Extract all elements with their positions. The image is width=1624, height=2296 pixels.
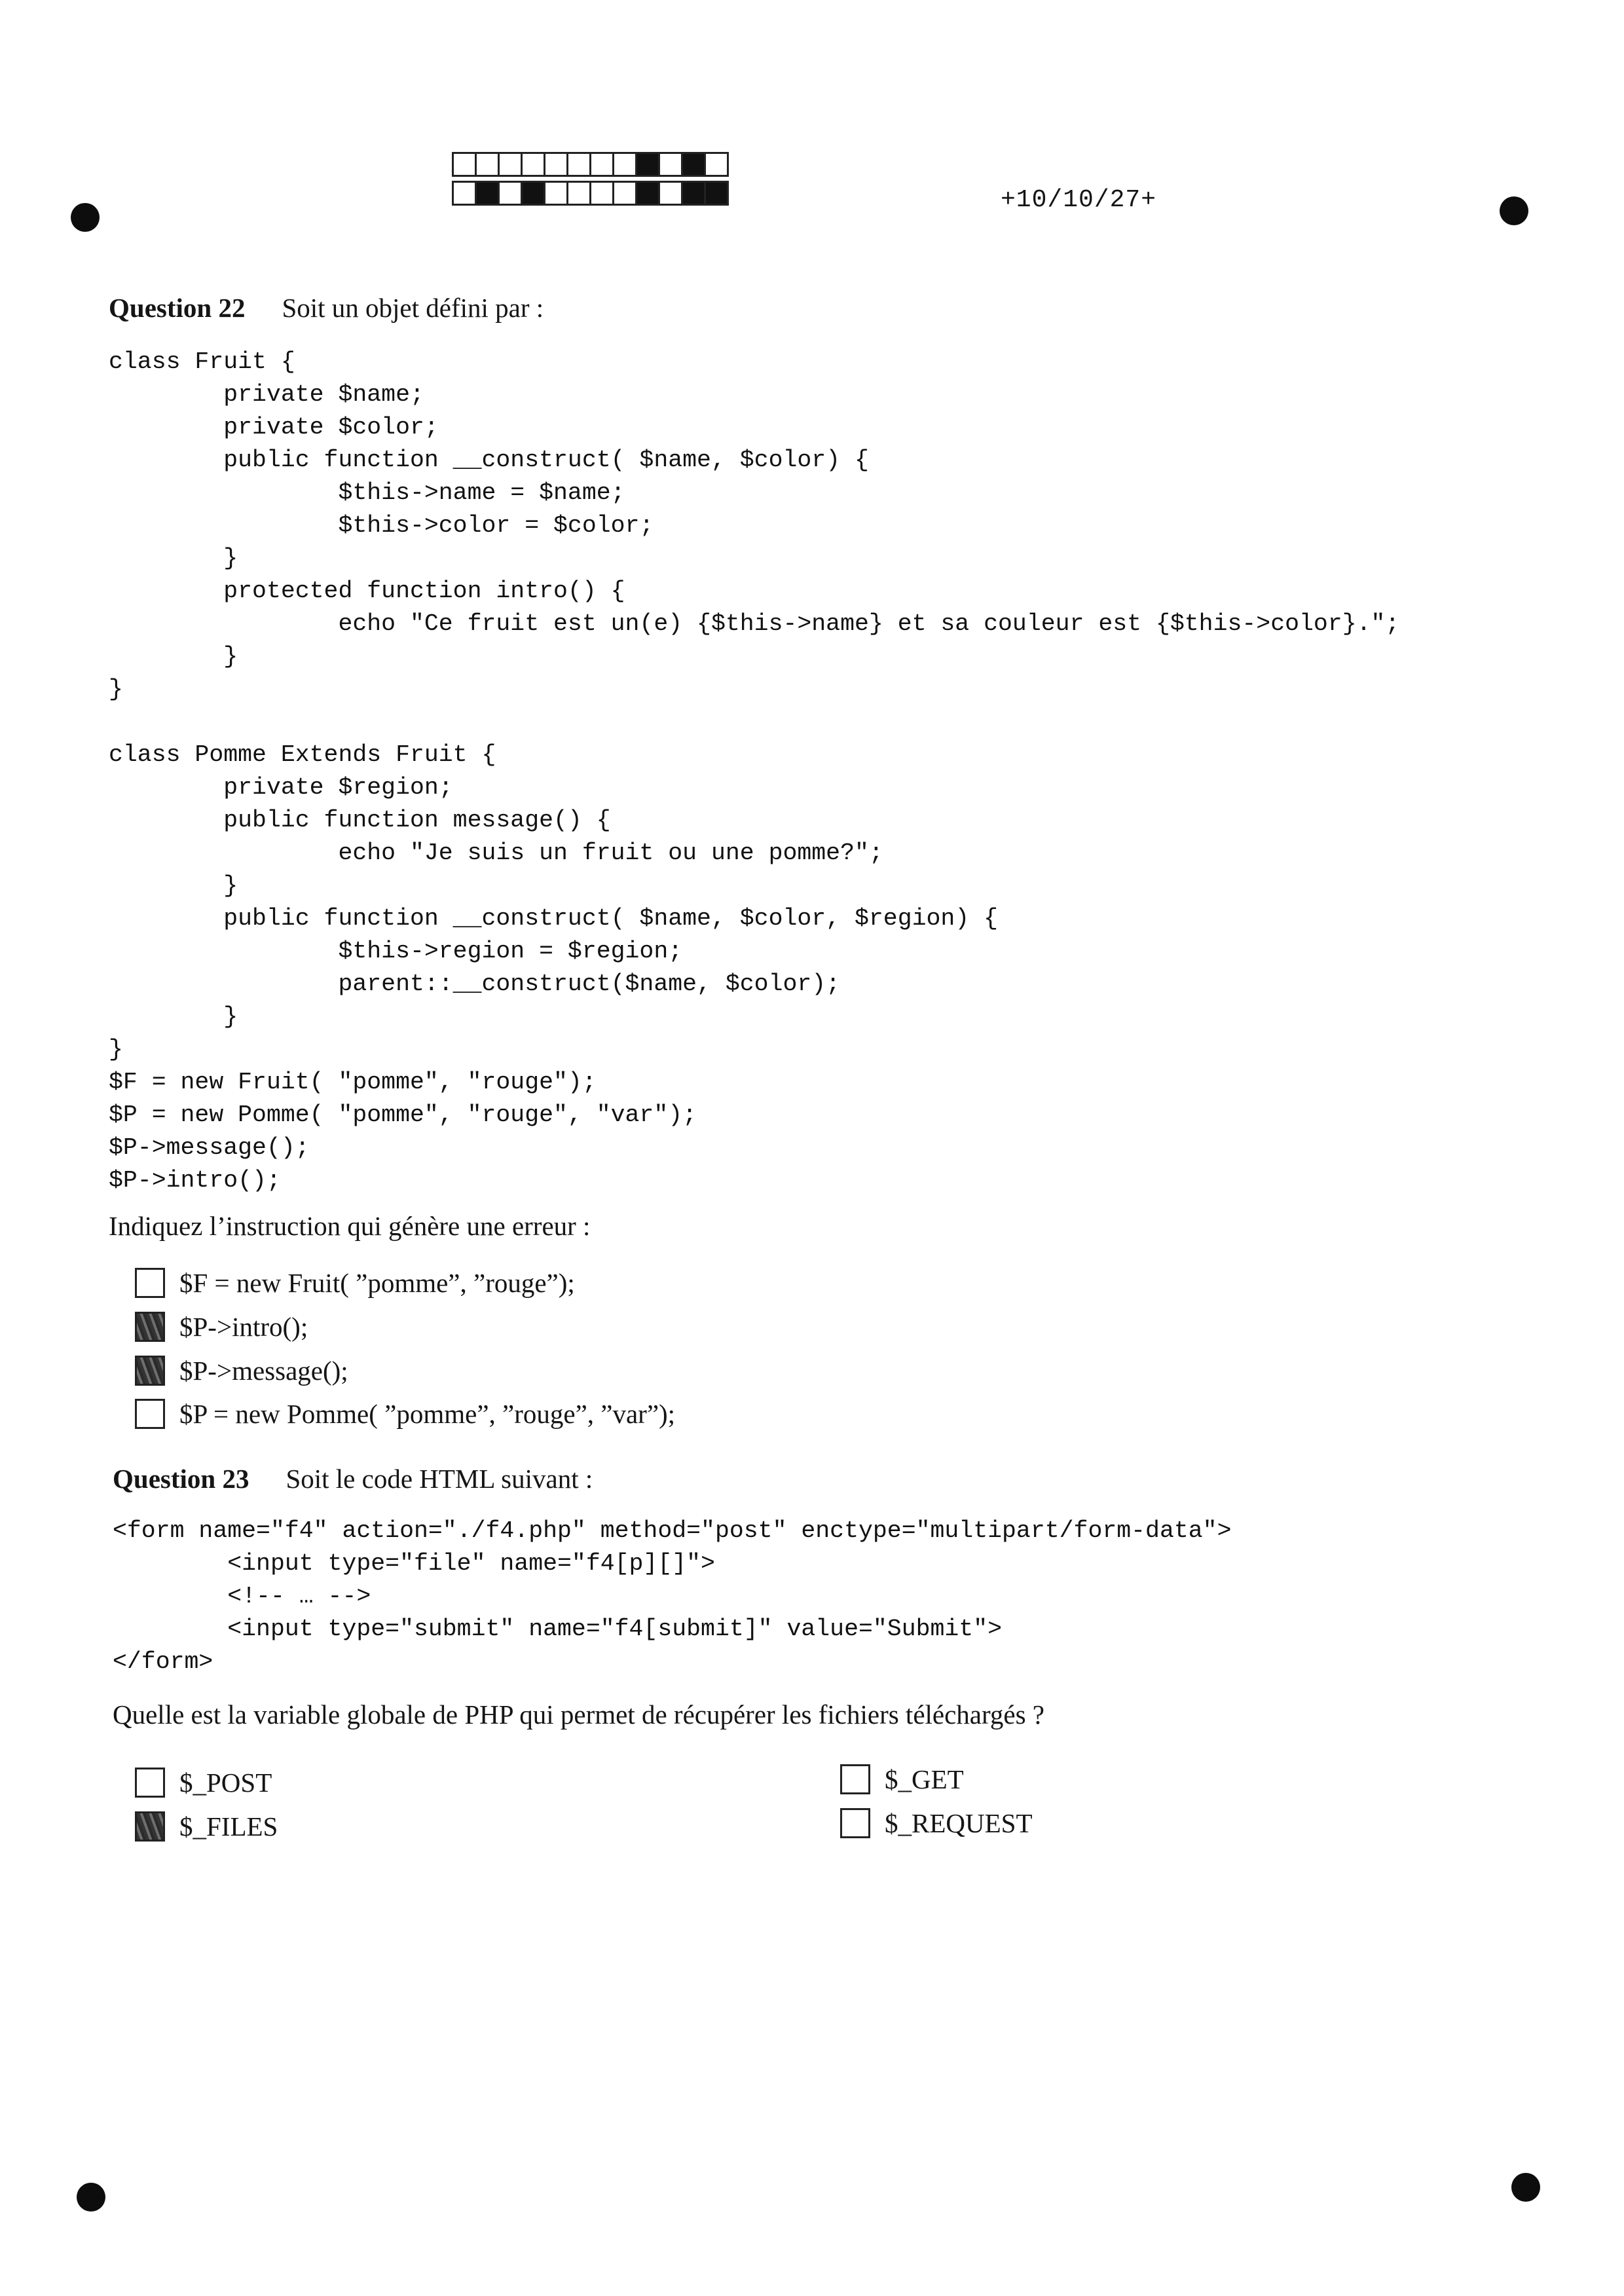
q22-answer-3-checkbox[interactable]	[135, 1356, 165, 1386]
q23-answer-request[interactable]	[840, 1807, 1033, 1839]
barcode-cell	[681, 181, 706, 206]
barcode-cell	[704, 152, 729, 177]
barcode-cell	[589, 152, 614, 177]
q22-answer-3-label: $P->message();	[179, 1356, 348, 1386]
barcode-cell	[566, 181, 591, 206]
registration-mark-bottom-right	[1511, 2173, 1540, 2202]
question-23-code: <form name="f4" action="./f4.php" method="post" enctype="multipart/form-data"> <input type="file" name="f4[p][]"> <!-- … --> <input type="submit" name="f4[submit]" value="Submit"> </form>	[113, 1517, 1232, 1675]
q23-answer-get-checkbox[interactable]	[840, 1764, 870, 1794]
q22-answer-1-checkbox[interactable]	[135, 1268, 165, 1298]
barcode-cell	[612, 152, 637, 177]
barcode-cell	[658, 181, 683, 206]
q22-answer-1-label: $F = new Fruit( ”pomme”, ”rouge”);	[179, 1268, 575, 1298]
question-23-intro: Soit le code HTML suivant :	[286, 1464, 593, 1494]
barcode-cell	[681, 152, 706, 177]
barcode-cell	[498, 152, 523, 177]
barcode-cell	[635, 152, 660, 177]
q23-answer-files-checkbox[interactable]	[135, 1811, 165, 1842]
question-22-label: Question 22	[109, 293, 246, 323]
q22-answer-3[interactable]	[135, 1355, 348, 1386]
q22-answer-4-checkbox[interactable]	[135, 1399, 165, 1429]
q23-answer-request-checkbox[interactable]	[840, 1808, 870, 1838]
q23-answer-post[interactable]	[135, 1767, 272, 1798]
registration-mark-top-right	[1500, 196, 1528, 225]
q23-answer-files[interactable]	[135, 1811, 278, 1842]
q22-answer-2-label: $P->intro();	[179, 1312, 308, 1342]
barcode-cell	[658, 152, 683, 177]
barcode-cell	[612, 181, 637, 206]
page-id: +10/10/27+	[1001, 186, 1157, 214]
barcode-cell	[452, 181, 477, 206]
page-barcode	[452, 152, 727, 210]
q23-answer-get[interactable]	[840, 1764, 964, 1795]
registration-mark-top-left	[71, 203, 100, 232]
registration-mark-bottom-left	[77, 2183, 105, 2212]
q22-answer-4[interactable]	[135, 1398, 675, 1430]
question-22-header	[109, 292, 544, 324]
question-23-label: Question 23	[113, 1464, 249, 1494]
q23-answer-post-checkbox[interactable]	[135, 1768, 165, 1798]
q23-answer-get-label: $_GET	[885, 1764, 964, 1794]
q23-answer-request-label: $_REQUEST	[885, 1808, 1033, 1838]
q22-answer-4-label: $P = new Pomme( ”pomme”, ”rouge”, ”var”);	[179, 1399, 676, 1429]
barcode-cell	[521, 152, 545, 177]
barcode-cell	[521, 181, 545, 206]
barcode-row	[452, 152, 727, 177]
barcode-cell	[544, 181, 568, 206]
q22-answer-2-checkbox[interactable]	[135, 1312, 165, 1342]
barcode-cell	[544, 152, 568, 177]
barcode-cell	[498, 181, 523, 206]
q22-answer-1[interactable]	[135, 1267, 575, 1299]
question-22-code: class Fruit { private $name; private $color; public function __construct( $name, $color) { $this->name = $name; $this->color = $color; } protected function intro() { echo "Ce fruit est un(e) {$this->name} et sa couleur est {$this->color}."; } } class Pomme Extends Fruit { private $region; public function message() { echo "Je suis un fruit ou une pomme?"; } public function __construct( $name, $color, $region) { $this->region = $region; parent::__construct($name, $color); } } $F = new Fruit( "pomme", "rouge"); $P = new Pomme( "pomme", "rouge", "var"); $P->message(); $P->intro();	[109, 348, 1400, 1194]
barcode-cell	[475, 152, 500, 177]
barcode-cell	[566, 152, 591, 177]
q22-answer-2[interactable]	[135, 1311, 308, 1342]
barcode-cell	[452, 152, 477, 177]
question-22-prompt: Indiquez l’instruction qui génère une erreur :	[109, 1211, 591, 1241]
question-22-intro: Soit un objet défini par :	[282, 293, 544, 323]
question-23-header	[113, 1463, 593, 1494]
barcode-cell	[589, 181, 614, 206]
q23-answer-files-label: $_FILES	[179, 1811, 278, 1842]
question-23-prompt: Quelle est la variable globale de PHP qui permet de récupérer les fichiers téléchargés ?	[113, 1699, 1045, 1730]
barcode-row	[452, 181, 727, 206]
barcode-cell	[635, 181, 660, 206]
barcode-cell	[704, 181, 729, 206]
q23-answer-post-label: $_POST	[179, 1768, 272, 1798]
barcode-cell	[475, 181, 500, 206]
